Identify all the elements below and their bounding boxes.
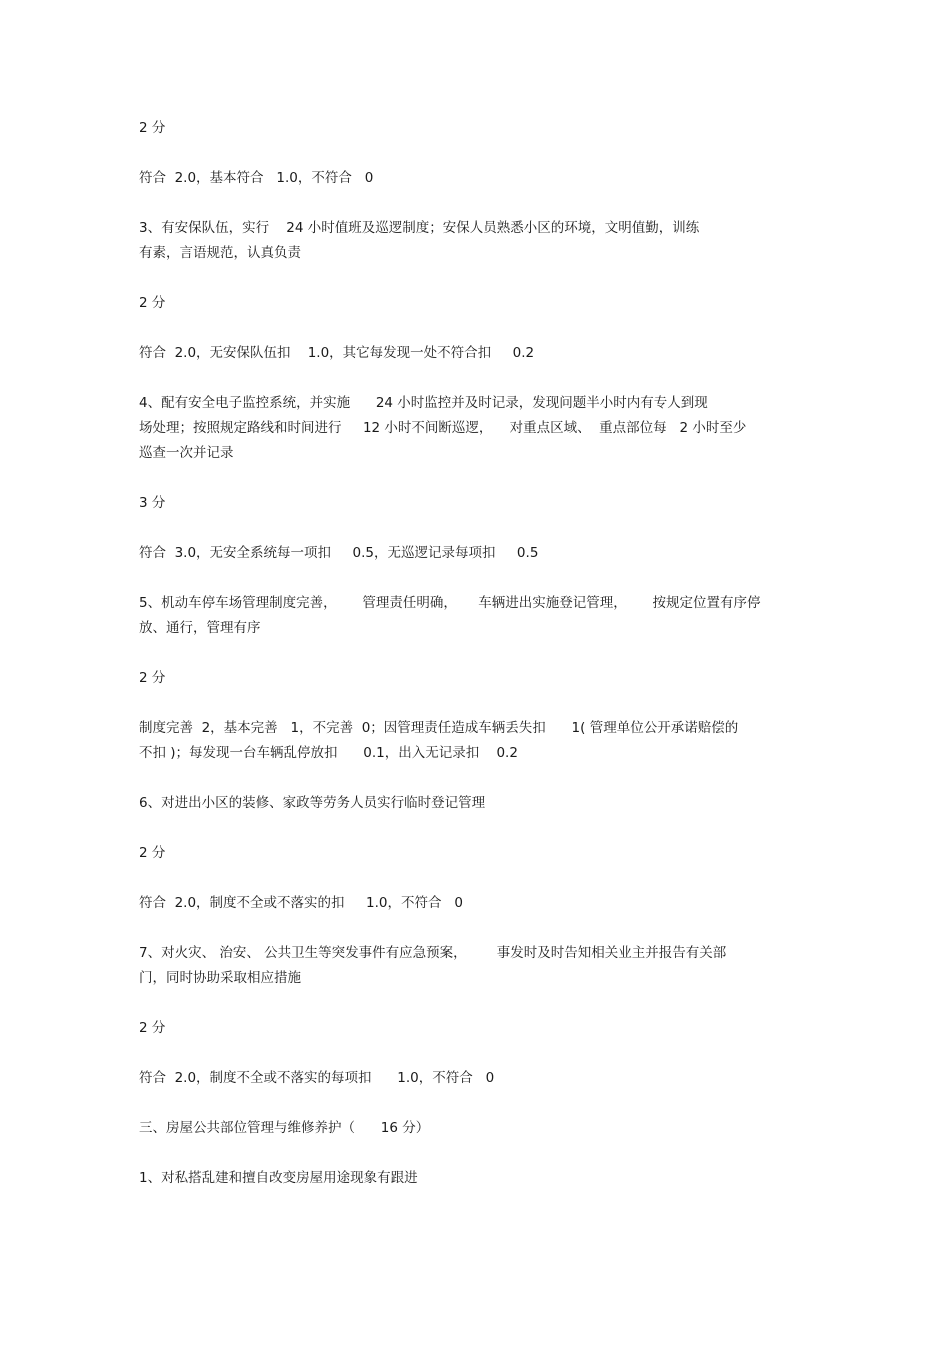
- item-6-line-1: 6、对进出小区的装修、家政等劳务人员实行临时登记管理: [139, 795, 486, 811]
- item-7-line-2: 门，同时协助采取相应措施: [139, 970, 301, 986]
- section-3-item-1: 1、对私搭乱建和擅自改变房屋用途现象有跟进: [139, 1170, 418, 1186]
- item-5-line-2: 放、通行，管理有序: [139, 620, 261, 636]
- item-4-line-3: 巡查一次并记录: [139, 445, 234, 461]
- score-line-3: 2 分: [139, 295, 166, 311]
- criteria-line-7: 符合 2.0，制度不全或不落实的每项扣 1.0，不符合 0: [139, 1070, 495, 1086]
- item-3-line-2: 有素，言语规范，认真负责: [139, 245, 301, 261]
- criteria-line-5a: 制度完善 2，基本完善 1，不完善 0；因管理责任造成车辆丢失扣 1( 管理单位公开承诺赔偿的: [139, 720, 739, 736]
- score-line-6: 2 分: [139, 845, 166, 861]
- score-line-7: 2 分: [139, 1020, 166, 1036]
- score-line-1: 2 分: [139, 120, 166, 136]
- item-4-line-1: 4、配有安全电子监控系统，并实施 24 小时监控并及时记录，发现问题半小时内有专人到现: [139, 395, 708, 411]
- score-line-4: 3 分: [139, 495, 166, 511]
- score-line-5: 2 分: [139, 670, 166, 686]
- criteria-line-6: 符合 2.0，制度不全或不落实的扣 1.0，不符合 0: [139, 895, 463, 911]
- criteria-line-5b: 不扣 )；每发现一台车辆乱停放扣 0.1，出入无记录扣 0.2: [139, 745, 518, 761]
- item-3-line-1: 3、有安保队伍，实行 24 小时值班及巡逻制度；安保人员熟悉小区的环境，文明值勤，训练: [139, 220, 700, 236]
- item-7-line-1: 7、对火灾、 治安、 公共卫生等突发事件有应急预案， 事发时及时告知相关业主并报告有关部: [139, 945, 727, 961]
- section-heading-3: 三、房屋公共部位管理与维修养护（ 16 分）: [139, 1120, 430, 1136]
- criteria-line-1: 符合 2.0，基本符合 1.0，不符合 0: [139, 170, 374, 186]
- criteria-line-3: 符合 2.0，无安保队伍扣 1.0，其它每发现一处不符合扣 0.2: [139, 345, 535, 361]
- item-4-line-2: 场处理；按照规定路线和时间进行 12 小时不间断巡逻， 对重点区域、 重点部位每 2 小时至少: [139, 420, 747, 436]
- item-5-line-1: 5、机动车停车场管理制度完善， 管理责任明确， 车辆进出实施登记管理， 按规定位置有序停: [139, 595, 761, 611]
- criteria-line-4: 符合 3.0，无安全系统每一项扣 0.5，无巡逻记录每项扣 0.5: [139, 545, 539, 561]
